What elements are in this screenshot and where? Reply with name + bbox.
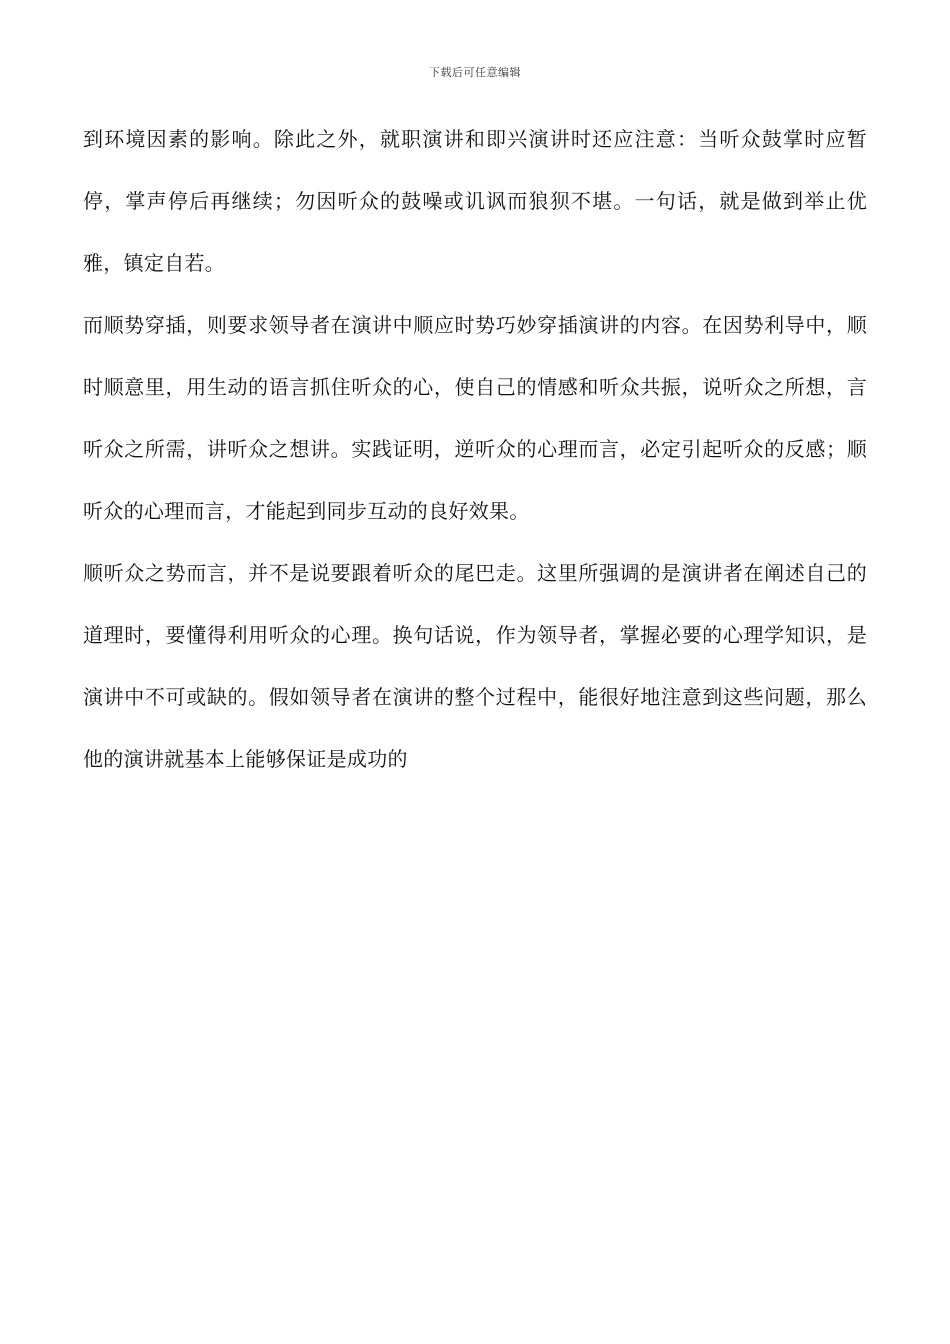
paragraph-2: 而顺势穿插，则要求领导者在演讲中顺应时势巧妙穿插演讲的内容。在因势利导中，顺时顺意里，用生动的语言抓住听众的心，使自己的情感和听众共振，说听众之所想，言听众之所需，讲听众之想讲。实践证明，逆听众的心理而言，必定引起听众的反感；顺听众的心理而言，才能起到同步互动的良好效果。 bbox=[83, 313, 867, 523]
paragraph-3: 顺听众之势而言，并不是说要跟着听众的尾巴走。这里所强调的是演讲者在阐述自己的道理时，要懂得利用听众的心理。换句话说，作为领导者，掌握必要的心理学知识，是演讲中不可或缺的。假如领导者在演讲的整个过程中，能很好地注意到这些问题，那么他的演讲就基本上能够保证是成功的 bbox=[83, 561, 867, 771]
page-header: 下载后可任意编辑 bbox=[429, 66, 521, 79]
paragraph-1: 到环境因素的影响。除此之外，就职演讲和即兴演讲时还应注意：当听众鼓掌时应暂停，掌声停后再继续；勿因听众的鼓噪或讥讽而狼狈不堪。一句话，就是做到举止优雅，镇定自若。 bbox=[83, 127, 867, 275]
document-body bbox=[83, 108, 867, 790]
